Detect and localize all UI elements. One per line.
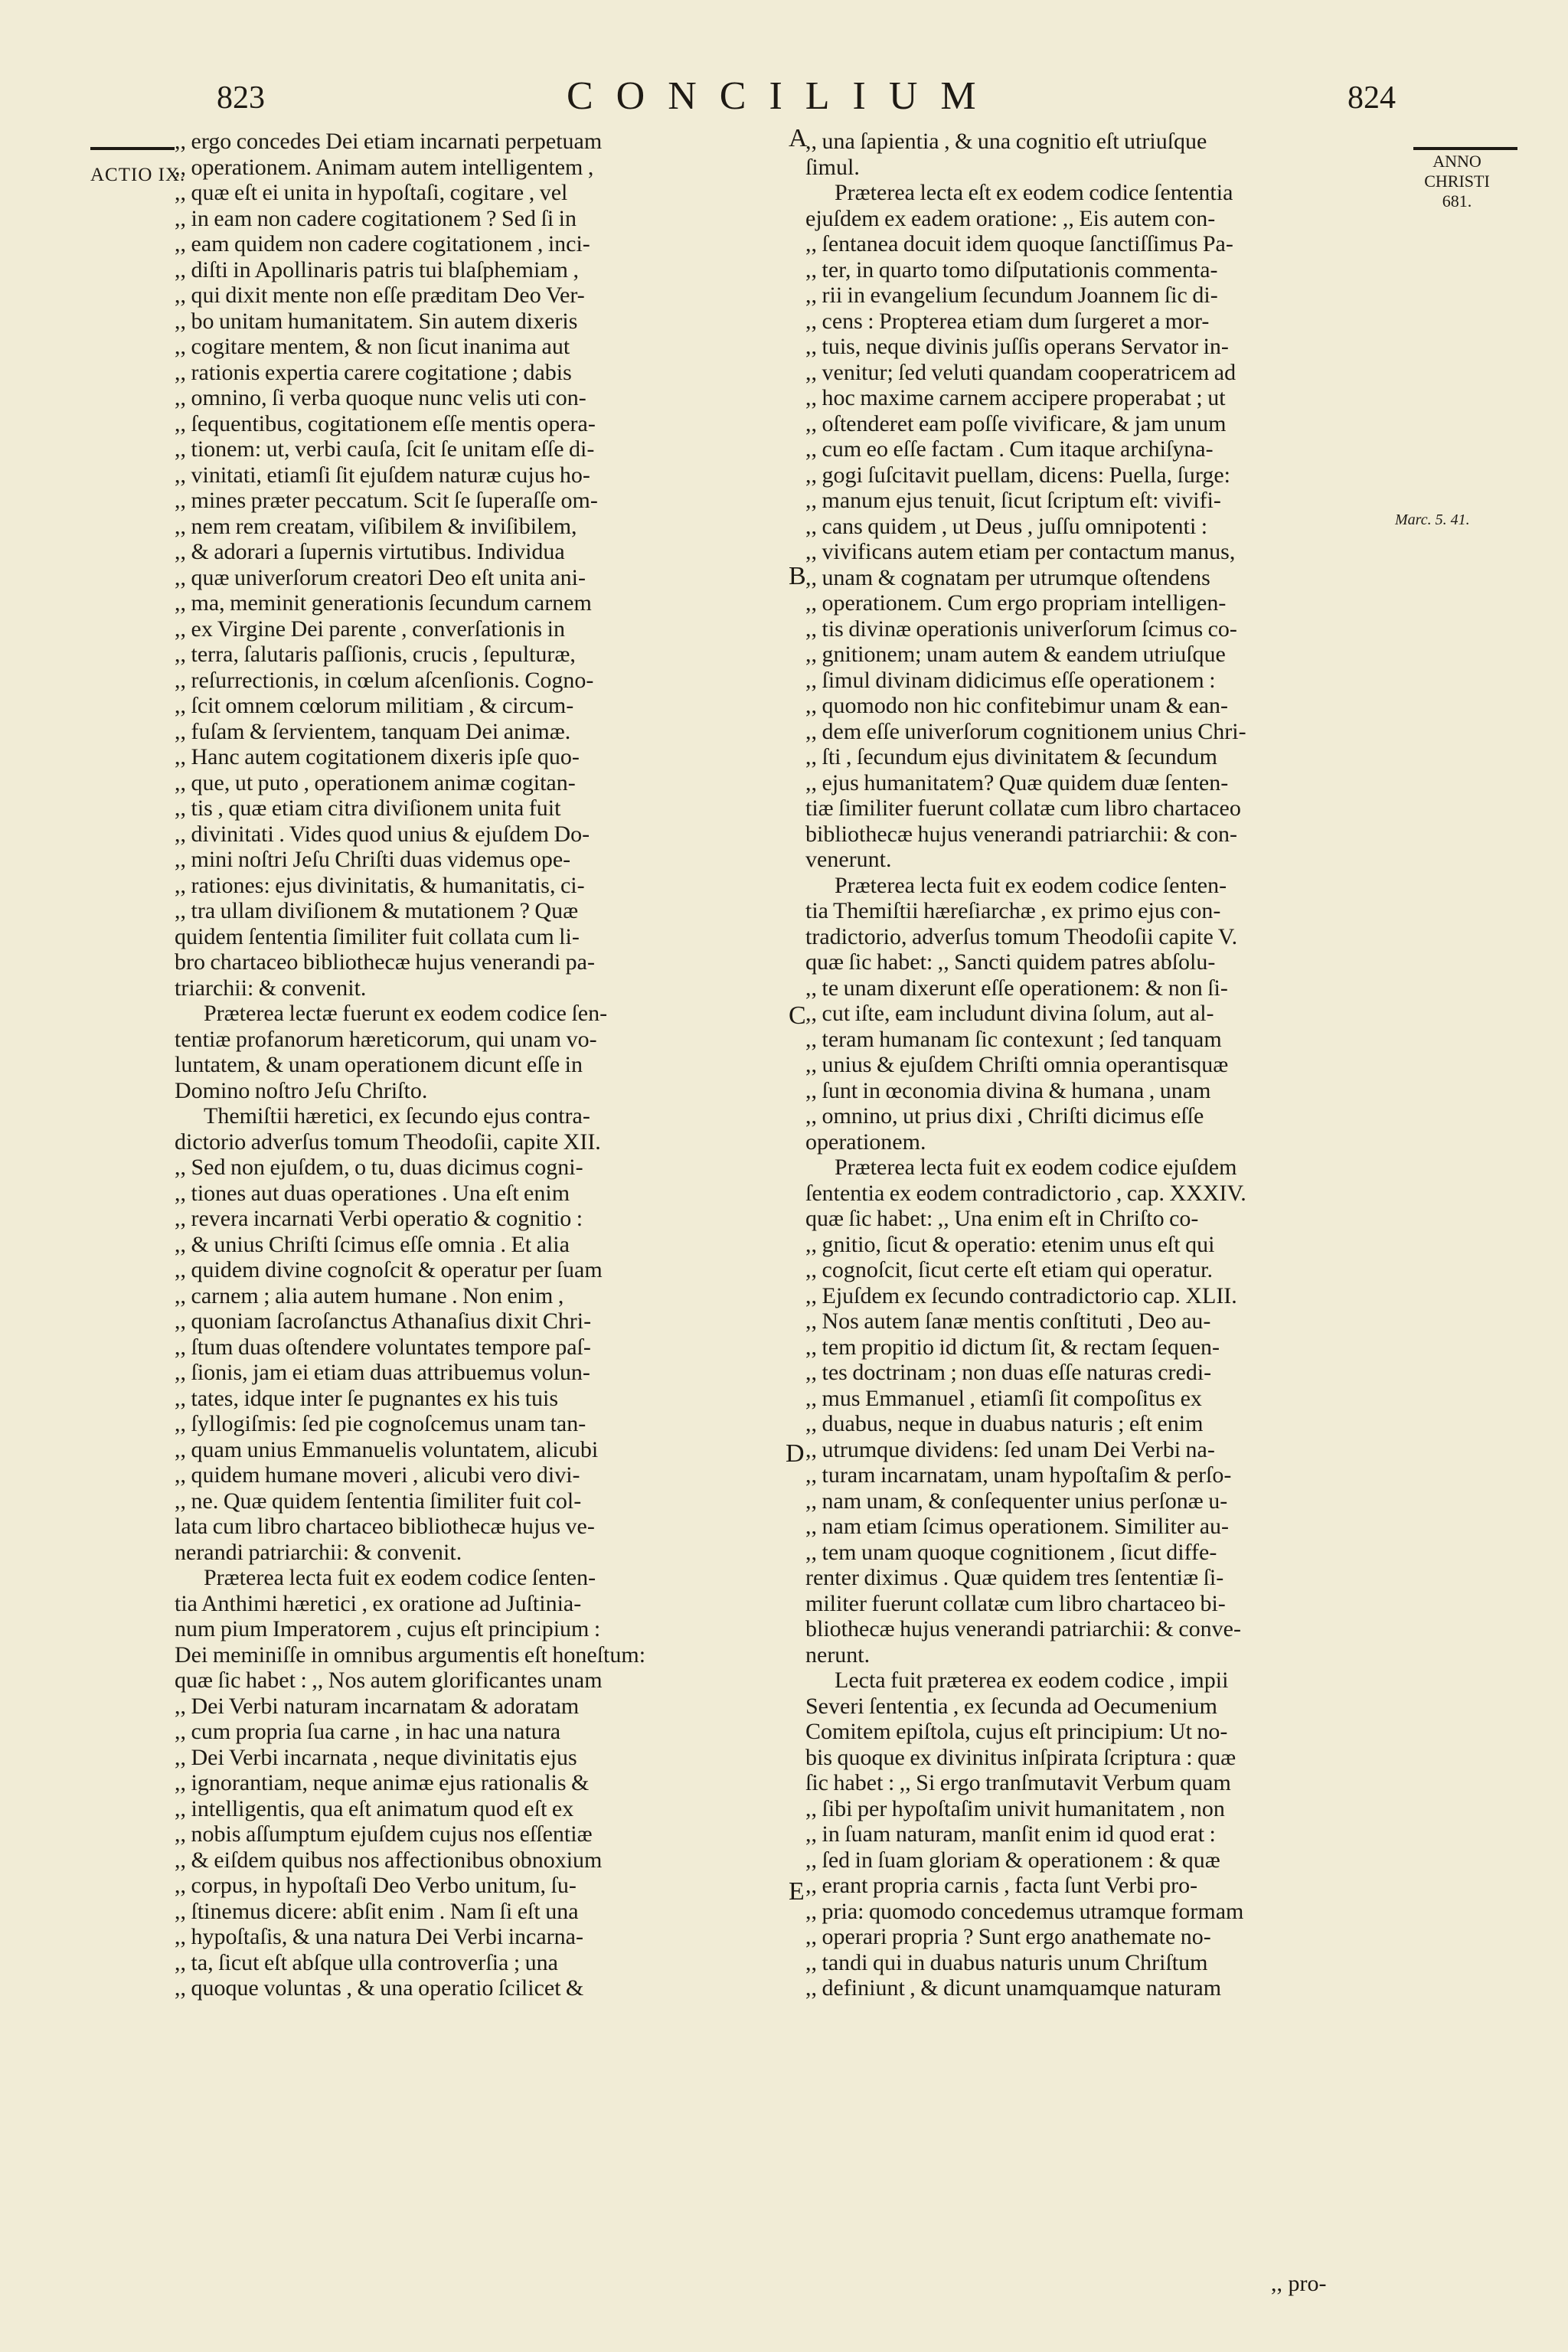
section-mark-c: C <box>789 1001 806 1030</box>
text-line: ejuſdem ex eadem oratione: ,, Eis autem con- <box>805 205 1216 231</box>
text-line: ,, tem propitio id dictum ſit, & rectam ſequen- <box>805 1334 1220 1360</box>
text-line: ,, cens : Propterea etiam dum ſurgeret a mor- <box>805 308 1210 334</box>
text-line: ,, mines præter peccatum. Scit ſe ſuperaſſe om- <box>175 488 598 513</box>
text-line: ,, qui dixit mente non eſſe præditam Deo Ver- <box>175 283 585 308</box>
text-line: ,, intelligentis, qua eſt animatum quod eſt ex <box>175 1795 574 1821</box>
text-line: Præterea lecta fuit ex eodem codice ſenten- <box>204 1565 596 1590</box>
christi-label: CHRISTI <box>1424 172 1490 191</box>
text-line: ,, cum propria ſua carne , in hac una natura <box>175 1719 561 1744</box>
text-line: lata cum libro chartaceo bibliothecæ hujus ve- <box>175 1514 595 1539</box>
text-line: ,, definiunt , & dicunt unamquamque naturam <box>805 1975 1222 2001</box>
text-line: Præterea lecta eſt ex eodem codice ſententia <box>835 180 1233 205</box>
text-line: ,, ſtum duas oſtendere voluntates tempore paſ- <box>175 1334 591 1360</box>
text-line: ,, tes doctrinam ; non duas eſſe naturas credi- <box>805 1360 1212 1385</box>
text-line: Præterea lecta fuit ex eodem codice ſenten- <box>835 872 1227 898</box>
text-line: ,, nem rem creatam, viſibilem & inviſibilem, <box>175 513 577 539</box>
text-line: ,, ſunt in œconomia divina & humana , unam <box>805 1077 1211 1103</box>
margin-note-anno <box>1415 152 1499 211</box>
text-line: Dei meminiſſe in omnibus argumentis eſt honeſtum: <box>175 1642 646 1668</box>
text-line: ,, rii in evangelium ſecundum Joannem ſic di- <box>805 283 1218 308</box>
text-line: ,, nam unam, & conſequenter unius perſonæ u- <box>805 1488 1228 1514</box>
text-line: ,, eam quidem non cadere cogitationem , inci- <box>175 231 590 256</box>
text-line: Comitem epiſtola, cujus eſt principium: Ut no- <box>805 1719 1228 1744</box>
text-line: ,, Dei Verbi naturam incarnatam & adoratam <box>175 1693 580 1719</box>
text-line: ſic habet : ,, Si ergo tranſmutavit Verbum quam <box>805 1770 1231 1795</box>
text-line: ,, ex Virgine Dei parente , converſationis in <box>175 616 565 642</box>
text-line: ,, & unius Chriſti ſcimus eſſe omnia . Et alia <box>175 1231 570 1257</box>
text-line: ,, ta, ſicut eſt abſque ulla controverſia ; una <box>175 1949 558 1975</box>
text-line: tradictorio, adverſus tomum Theodoſii capite V. <box>805 923 1238 949</box>
page-header <box>0 74 1568 135</box>
text-line: ,, unam & cognatam per utrumque oſtendens <box>805 564 1210 590</box>
text-line: ,, corpus, in hypoſtaſi Deo Verbo unitum, ſu- <box>175 1873 577 1898</box>
text-line: ,, tis , quæ etiam citra diviſionem unita fuit <box>175 795 561 821</box>
text-line: ,, divinitati . Vides quod unius & ejuſdem Do- <box>175 821 590 847</box>
text-line: Severi ſententia , ex ſecunda ad Oecumenium <box>805 1693 1217 1719</box>
text-line: ,, rationis expertia carere cogitatione ; dabis <box>175 359 572 385</box>
text-line: ,, quomodo non hic confitebimur unam & ean- <box>805 693 1229 718</box>
text-line: ,, hoc maxime carnem accipere properabat ; ut <box>805 385 1226 410</box>
text-line: tiæ ſimiliter fuerunt collatæ cum libro chartaceo <box>805 795 1241 821</box>
text-line: ,, & adorari a ſupernis virtutibus. Individua <box>175 539 565 564</box>
text-line: ,, duabus, neque in duabus naturis ; eſt enim <box>805 1411 1204 1436</box>
text-line: ſimul. <box>805 154 860 180</box>
text-line: ,, in eam non cadere cogitationem ? Sed ſi in <box>175 205 577 231</box>
text-line: ,, tandi qui in duabus naturis unum Chriſtum <box>805 1949 1208 1975</box>
text-line: ,, erant propria carnis , facta ſunt Verbi pro- <box>805 1873 1198 1898</box>
text-line: ,, ſentanea docuit idem quoque ſanctiſſimus Pa- <box>805 231 1233 256</box>
text-line: ,, utrumque dividens: ſed unam Dei Verbi na- <box>805 1436 1215 1462</box>
text-line: ,, dem eſſe univerſorum cognitionem unius Chri- <box>805 718 1246 744</box>
text-line: ,, in ſuam naturam, manſit enim id quod erat : <box>805 1821 1216 1847</box>
text-line: ,, turam incarnatam, unam hypoſtaſim & perſo- <box>805 1462 1232 1488</box>
text-line: ,, mus Emmanuel , etiamſi ſit compoſitus ex <box>805 1385 1202 1411</box>
text-line: ,, revera incarnati Verbi operatio & cognitio : <box>175 1206 583 1231</box>
text-line: quæ ſic habet: ,, Una enim eſt in Chriſto co- <box>805 1206 1199 1231</box>
text-line: ,, ma, meminit generationis ſecundum carnem <box>175 590 592 616</box>
text-line: dictorio adverſus tomum Theodoſii, capite XII. <box>175 1129 601 1155</box>
margin-note-scripture-ref: Marc. 5. 41. <box>1395 511 1470 528</box>
text-line: ,, & eiſdem quibus nos affectionibus obnoxium <box>175 1847 603 1873</box>
text-line: Præterea lectæ fuerunt ex eodem codice ſen- <box>204 1001 608 1026</box>
page-number-left: 823 <box>217 80 265 116</box>
text-line: ,, omnino, ſi verba quoque nunc velis uti con- <box>175 385 586 410</box>
text-line: ,, cogitare mentem, & non ſicut inanima aut <box>175 334 570 359</box>
text-line: ,, terra, ſalutaris paſſionis, crucis , ſepulturæ, <box>175 642 576 667</box>
text-line: ,, quam unius Emmanuelis voluntatem, alicubi <box>175 1436 599 1462</box>
text-line: nerunt. <box>805 1642 871 1668</box>
text-line: ,, ſcit omnem cœlorum militiam , & circum- <box>175 693 574 718</box>
text-line: ,, ignorantiam, neque animæ ejus rationalis & <box>175 1770 590 1795</box>
text-line: ,, Sed non ejuſdem, o tu, duas dicimus cogni- <box>175 1155 583 1180</box>
text-line: ,, quæ univerſorum creatori Deo eſt unita ani- <box>175 564 586 590</box>
text-line: ,, ſed in ſuam gloriam & operationem : & quæ <box>805 1847 1220 1873</box>
text-line: triarchii: & convenit. <box>175 975 367 1001</box>
anno-label: ANNO <box>1432 152 1481 171</box>
text-line: ,, vinitati, etiamſi ſit ejuſdem naturæ cujus ho- <box>175 462 590 488</box>
text-line: ,, tra ullam diviſionem & mutationem ? Quæ <box>175 898 579 923</box>
text-line: ſententia ex eodem contradictorio , cap. XXXIV. <box>805 1180 1246 1206</box>
left-text-column <box>175 129 787 2318</box>
text-line: ,, quoque voluntas , & una operatio ſcilicet & <box>175 1975 584 2001</box>
text-line: num pium Imperatorem , cujus eſt principium : <box>175 1616 601 1642</box>
text-line: ,, ſtinemus dicere: abſit enim . Nam ſi eſt una <box>175 1898 579 1924</box>
text-line: Domino noſtro Jeſu Chriſto. <box>175 1077 428 1103</box>
text-line: venerunt. <box>805 847 892 872</box>
text-line: bis quoque ex divinitus inſpirata ſcriptura : quæ <box>805 1744 1236 1770</box>
text-line: ,, carnem ; alia autem humane . Non enim , <box>175 1282 564 1308</box>
text-line: ,, fuſam & ſervientem, tanquam Dei animæ. <box>175 718 571 744</box>
header-rule-left <box>90 147 175 150</box>
text-line: ,, tiones aut duas operationes . Una eſt enim <box>175 1180 570 1206</box>
text-line: militer fuerunt collatæ cum libro chartaceo bi- <box>805 1590 1226 1616</box>
section-mark-b: B <box>789 562 806 590</box>
text-line: ,, quidem humane moveri , alicubi vero divi- <box>175 1462 580 1488</box>
text-line: ,, que, ut puto , operationem animæ cogitan- <box>175 769 576 795</box>
text-line: tia Anthimi hæretici , ex oratione ad Juſtinia- <box>175 1590 582 1616</box>
text-line: ,, cut iſte, eam includunt divina ſolum, aut al- <box>805 1001 1214 1026</box>
text-line: ,, gogi ſuſcitavit puellam, dicens: Puella, ſurge: <box>805 462 1231 488</box>
text-line: ,, Dei Verbi incarnata , neque divinitatis ejus <box>175 1744 577 1770</box>
text-line: ,, quidem divine cognoſcit & operatur per ſuam <box>175 1257 603 1282</box>
text-line: ,, cans quidem , ut Deus , juſſu omnipotenti : <box>805 513 1208 539</box>
text-line: ,, unius & ejuſdem Chriſti omnia operantisquæ <box>805 1052 1229 1077</box>
text-line: quidem ſententia ſimiliter fuit collata cum li- <box>175 923 580 949</box>
text-line: ,, tates, idque inter ſe pugnantes ex his tuis <box>175 1385 559 1411</box>
text-line: Præterea lecta fuit ex eodem codice ejuſdem <box>835 1155 1237 1180</box>
text-line: ,, una ſapientia , & una cognitio eſt utriuſque <box>805 129 1207 154</box>
text-line: ,, tionem: ut, verbi cauſa, ſcit ſe unitam eſſe di- <box>175 436 595 462</box>
text-line: tia Themiſtii hæreſiarchæ , ex primo ejus con- <box>805 898 1221 923</box>
text-line: ,, cum eo eſſe factam . Cum itaque archiſyna- <box>805 436 1214 462</box>
text-line: ,, ſti , ſecundum ejus divinitatem & ſecundum <box>805 744 1217 769</box>
text-line: ,, ergo concedes Dei etiam incarnati perpetuam <box>175 129 603 154</box>
text-line: ,, ſequentibus, cogitationem eſſe mentis opera- <box>175 410 596 436</box>
text-line: tentiæ profanorum hæreticorum, qui unam vo- <box>175 1026 597 1052</box>
text-line: ,, operationem. Animam autem intelligentem , <box>175 154 594 180</box>
text-line: ,, ne. Quæ quidem ſententia ſimiliter fuit col- <box>175 1488 582 1514</box>
text-line: ,, ſibi per hypoſtaſim univit humanitatem , non <box>805 1795 1225 1821</box>
text-line: bibliothecæ hujus venerandi patriarchii: & con- <box>805 821 1238 847</box>
anno-year: 681. <box>1442 191 1472 211</box>
text-line: ,, manum ejus tenuit, ſicut ſcriptum eſt: vivifi- <box>805 488 1221 513</box>
page-number-right: 824 <box>1348 80 1396 116</box>
text-line: ,, bo unitam humanitatem. Sin autem dixeris <box>175 308 578 334</box>
text-line: ,, gnitionem; unam autem & eandem utriuſque <box>805 642 1226 667</box>
text-line: ,, gnitio, ſicut & operatio: etenim unus eſt qui <box>805 1231 1215 1257</box>
text-line: ,, mini noſtri Jeſu Chriſti duas videmus ope- <box>175 847 571 872</box>
text-line: ,, diſti in Apollinaris patris tui blaſphemiam , <box>175 256 579 283</box>
catchword: ,, pro- <box>1271 2271 1327 2296</box>
text-line: quæ ſic habet : ,, Nos autem glorificantes unam <box>175 1668 603 1693</box>
text-line: ,, pria: quomodo concedemus utramque formam <box>805 1898 1244 1924</box>
text-line: ,, ſionis, jam ei etiam duas attribuemus volun- <box>175 1360 590 1385</box>
text-line: bro chartaceo bibliothecæ hujus venerandi pa- <box>175 949 595 975</box>
text-line: Themiſtii hæretici, ex ſecundo ejus contra- <box>204 1103 590 1129</box>
running-title: CONCILIUM <box>567 74 999 118</box>
text-line: ,, nobis aſſumptum ejuſdem cujus nos eſſentiæ <box>175 1821 593 1847</box>
text-line: operationem. <box>805 1129 926 1155</box>
text-line: ,, ſyllogiſmis: ſed pie cognoſcemus unam tan- <box>175 1411 586 1436</box>
text-line: ,, tem unam quoque cognitionem , ſicut diffe- <box>805 1539 1217 1565</box>
text-line: ,, operationem. Cum ergo propriam intelligen- <box>805 590 1227 616</box>
text-line: quæ ſic habet: ,, Sancti quidem patres abſolu- <box>805 949 1216 975</box>
text-line: luntatem, & unam operationem dicunt eſſe in <box>175 1052 583 1077</box>
section-mark-e: E <box>789 1877 805 1906</box>
text-line: ,, operari propria ? Sunt ergo anathemate no- <box>805 1924 1211 1949</box>
text-line: ,, reſurrectionis, in cœlum aſcenſionis. Cogno- <box>175 667 594 693</box>
text-line: ,, hypoſtaſis, & una natura Dei Verbi incarna- <box>175 1924 583 1949</box>
text-line: ,, ter, in quarto tomo diſputationis commenta- <box>805 256 1218 283</box>
text-line: ,, ſimul divinam didicimus eſſe operationem : <box>805 667 1216 693</box>
text-line: ,, ejus humanitatem? Quæ quidem duæ ſenten- <box>805 769 1229 795</box>
text-line: renter diximus . Quæ quidem tres ſententiæ ſi- <box>805 1565 1224 1590</box>
text-line: ,, Hanc autem cogitationem dixeris ipſe quo- <box>175 744 580 769</box>
margin-note-actio: ACTIO IX. <box>90 165 186 185</box>
section-mark-a: A <box>789 124 808 152</box>
text-line: ,, tis divinæ operationis univerſorum ſcimus co- <box>805 616 1237 642</box>
text-line: ,, teram humanam ſic contexunt ; ſed tanquam <box>805 1026 1222 1052</box>
text-line: ,, omnino, ut prius dixi , Chriſti dicimus eſſe <box>805 1103 1204 1129</box>
text-line: ,, rationes: ejus divinitatis, & humanitatis, ci- <box>175 872 585 898</box>
text-line: ,, tuis, neque divinis juſſis operans Servator in- <box>805 334 1229 359</box>
text-line: ,, vivificans autem etiam per contactum manus, <box>805 539 1236 564</box>
text-line: ,, te unam dixerunt eſſe operationem: & non ſi- <box>805 975 1228 1001</box>
section-mark-d: D <box>786 1439 805 1468</box>
text-line: ,, oſtenderet eam poſſe vivificare, & jam unum <box>805 410 1227 436</box>
text-line: Lecta fuit præterea ex eodem codice , impii <box>835 1668 1229 1693</box>
right-text-column <box>805 129 1395 2318</box>
text-line: ,, venitur; ſed veluti quandam cooperatricem ad <box>805 359 1236 385</box>
header-rule-right <box>1413 147 1517 150</box>
text-line: nerandi patriarchii: & convenit. <box>175 1539 462 1565</box>
text-line: ,, Ejuſdem ex ſecundo contradictorio cap. XLII. <box>805 1282 1237 1308</box>
text-line: ,, cognoſcit, ſicut certe eſt etiam qui operatur. <box>805 1257 1213 1282</box>
text-line: ,, nam etiam ſcimus operationem. Similiter au- <box>805 1514 1230 1539</box>
text-line: ,, quæ eſt ei unita in hypoſtaſi, cogitare , vel <box>175 180 568 205</box>
text-line: ,, quoniam ſacroſanctus Athanaſius dixit Chri- <box>175 1308 592 1334</box>
text-line: bliothecæ hujus venerandi patriarchii: & conve- <box>805 1616 1241 1642</box>
text-line: ,, Nos autem ſanæ mentis conſtituti , Deo au- <box>805 1308 1211 1334</box>
